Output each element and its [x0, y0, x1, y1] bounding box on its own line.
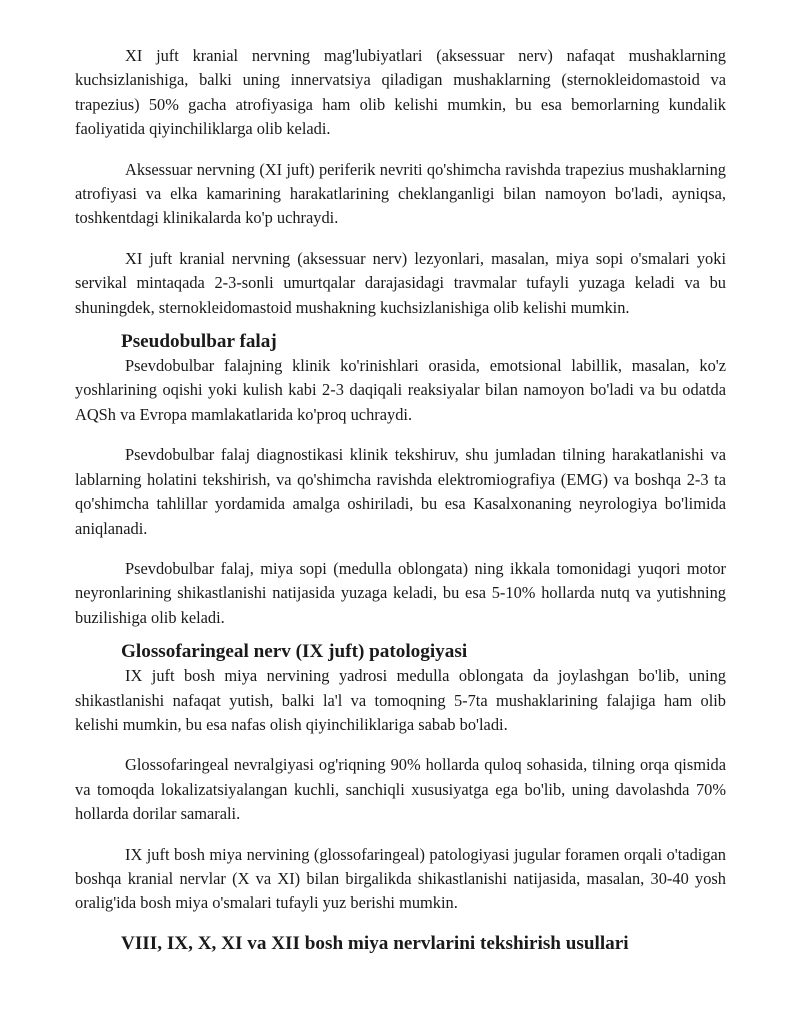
paragraph-accessory-nerve-lesions: XI juft kranial nervning mag'lubiyatlari (aksessuar nerv) nafaqat mushaklarning kuchsizlanishiga, balki uning innervatsiya qiladigan mushaklarning (sternokleidomastoid va trapezius) 50% gacha atrofiyasiga ham olib kelishi mumkin, bu esa bemorlarning kundalik faoliyatida qiyinchiliklarga olib keladi.: [75, 46, 726, 139]
paragraph-glossopharyngeal-nucleus: IX juft bosh miya nervining yadrosi medulla oblongata da joylashgan bo'lib, uning shikastlanishi nafaqat yutish, balki la'l va tomoqning 5-7ta mushaklarining falajiga ham olib kelishi mumkin, bu esa nafas olish qiyinchiliklariga sabab bo'ladi.: [75, 666, 726, 734]
paragraph-glossopharyngeal-neuralgia: Glossofaringeal nevralgiyasi og'riqning 90% hollarda quloq sohasida, tilning orqa qismida va tomoqda lokalizatsiyalangan kuchli, sanchiqli xususiyatga ega bo'lib, uning davolashda 70% hollarda dorilar samarali.: [75, 755, 726, 824]
document-page: [75, 44, 726, 956]
heading-cranial-nerve-examination: VIII, IX, X, XI va XII bosh miya nervlarini tekshirish usullari: [121, 932, 629, 954]
heading-glossopharyngeal-pathology: Glossofaringeal nerv (IX juft) patologiyasi: [121, 641, 468, 663]
paragraph-pseudobulbar-diagnostics: Psevdobulbar falaj diagnostikasi klinik tekshiruv, shu jumladan tilning harakatlanishi va lablarning holatini tekshirish, va qo'shimcha ravishda elektromiografiya (EMG) va boshqa 2-3 ta qo'shimcha tahlillar yordamida amalga oshiriladi, bu esa Kasalxonaning neyrologiya bo'limida aniqlanadi.: [75, 445, 726, 538]
paragraph-accessory-neuritis: Aksessuar nervning (XI juft) periferik nevriti qo'shimcha ravishda trapezius mushaklarning atrofiyasi va elka kamarining harakatlarining cheklanganligi bilan namoyon bo'ladi, ayniqsa, toshkentdagi klinikalarda ko'p uchraydi.: [75, 159, 726, 228]
paragraph-pseudobulbar-cause: Psevdobulbar falaj, miya sopi (medulla oblongata) ning ikkala tomonidagi yuqori motor neyronlarining shikastlanishi natijasida yuzaga keladi, bu esa 5-10% hollarda nutq va yutishning buzilishiga olib keladi.: [75, 558, 726, 627]
paragraph-pseudobulbar-clinical: Psevdobulbar falajning klinik ko'rinishlari orasida, emotsional labillik, masalan, ko'z yoshlarining oqishi yoki kulish kabi 2-3 daqiqali reaksiyalar bilan namoyon bo'ladi va bu odatda AQSh va Evropa mamlakatlarida ko'proq uchraydi.: [75, 356, 726, 424]
heading-pseudobulbar-palsy: Pseudobulbar falaj: [121, 331, 277, 353]
paragraph-glossopharyngeal-jugular-foramen: IX juft bosh miya nervining (glossofaringeal) patologiyasi jugular foramen orqali o'tadigan boshqa kranial nervlar (X va XI) bilan birgalikda shikastlanishi natijasida, masalan, 30-40 yosh oralig'ida bosh miya o'smalari tufayli yuz berishi mumkin.: [75, 844, 726, 913]
paragraph-accessory-lesion-causes: XI juft kranial nervning (aksessuar nerv) lezyonlari, masalan, miya sopi o'smalari yoki servikal mintaqada 2-3-sonli umurtqalar darajasidagi travmalar tufayli yuzaga keladi va bu shuningdek, sternokleidomastoid mushakning kuchsizlanishiga olib kelishi mumkin.: [75, 248, 726, 317]
